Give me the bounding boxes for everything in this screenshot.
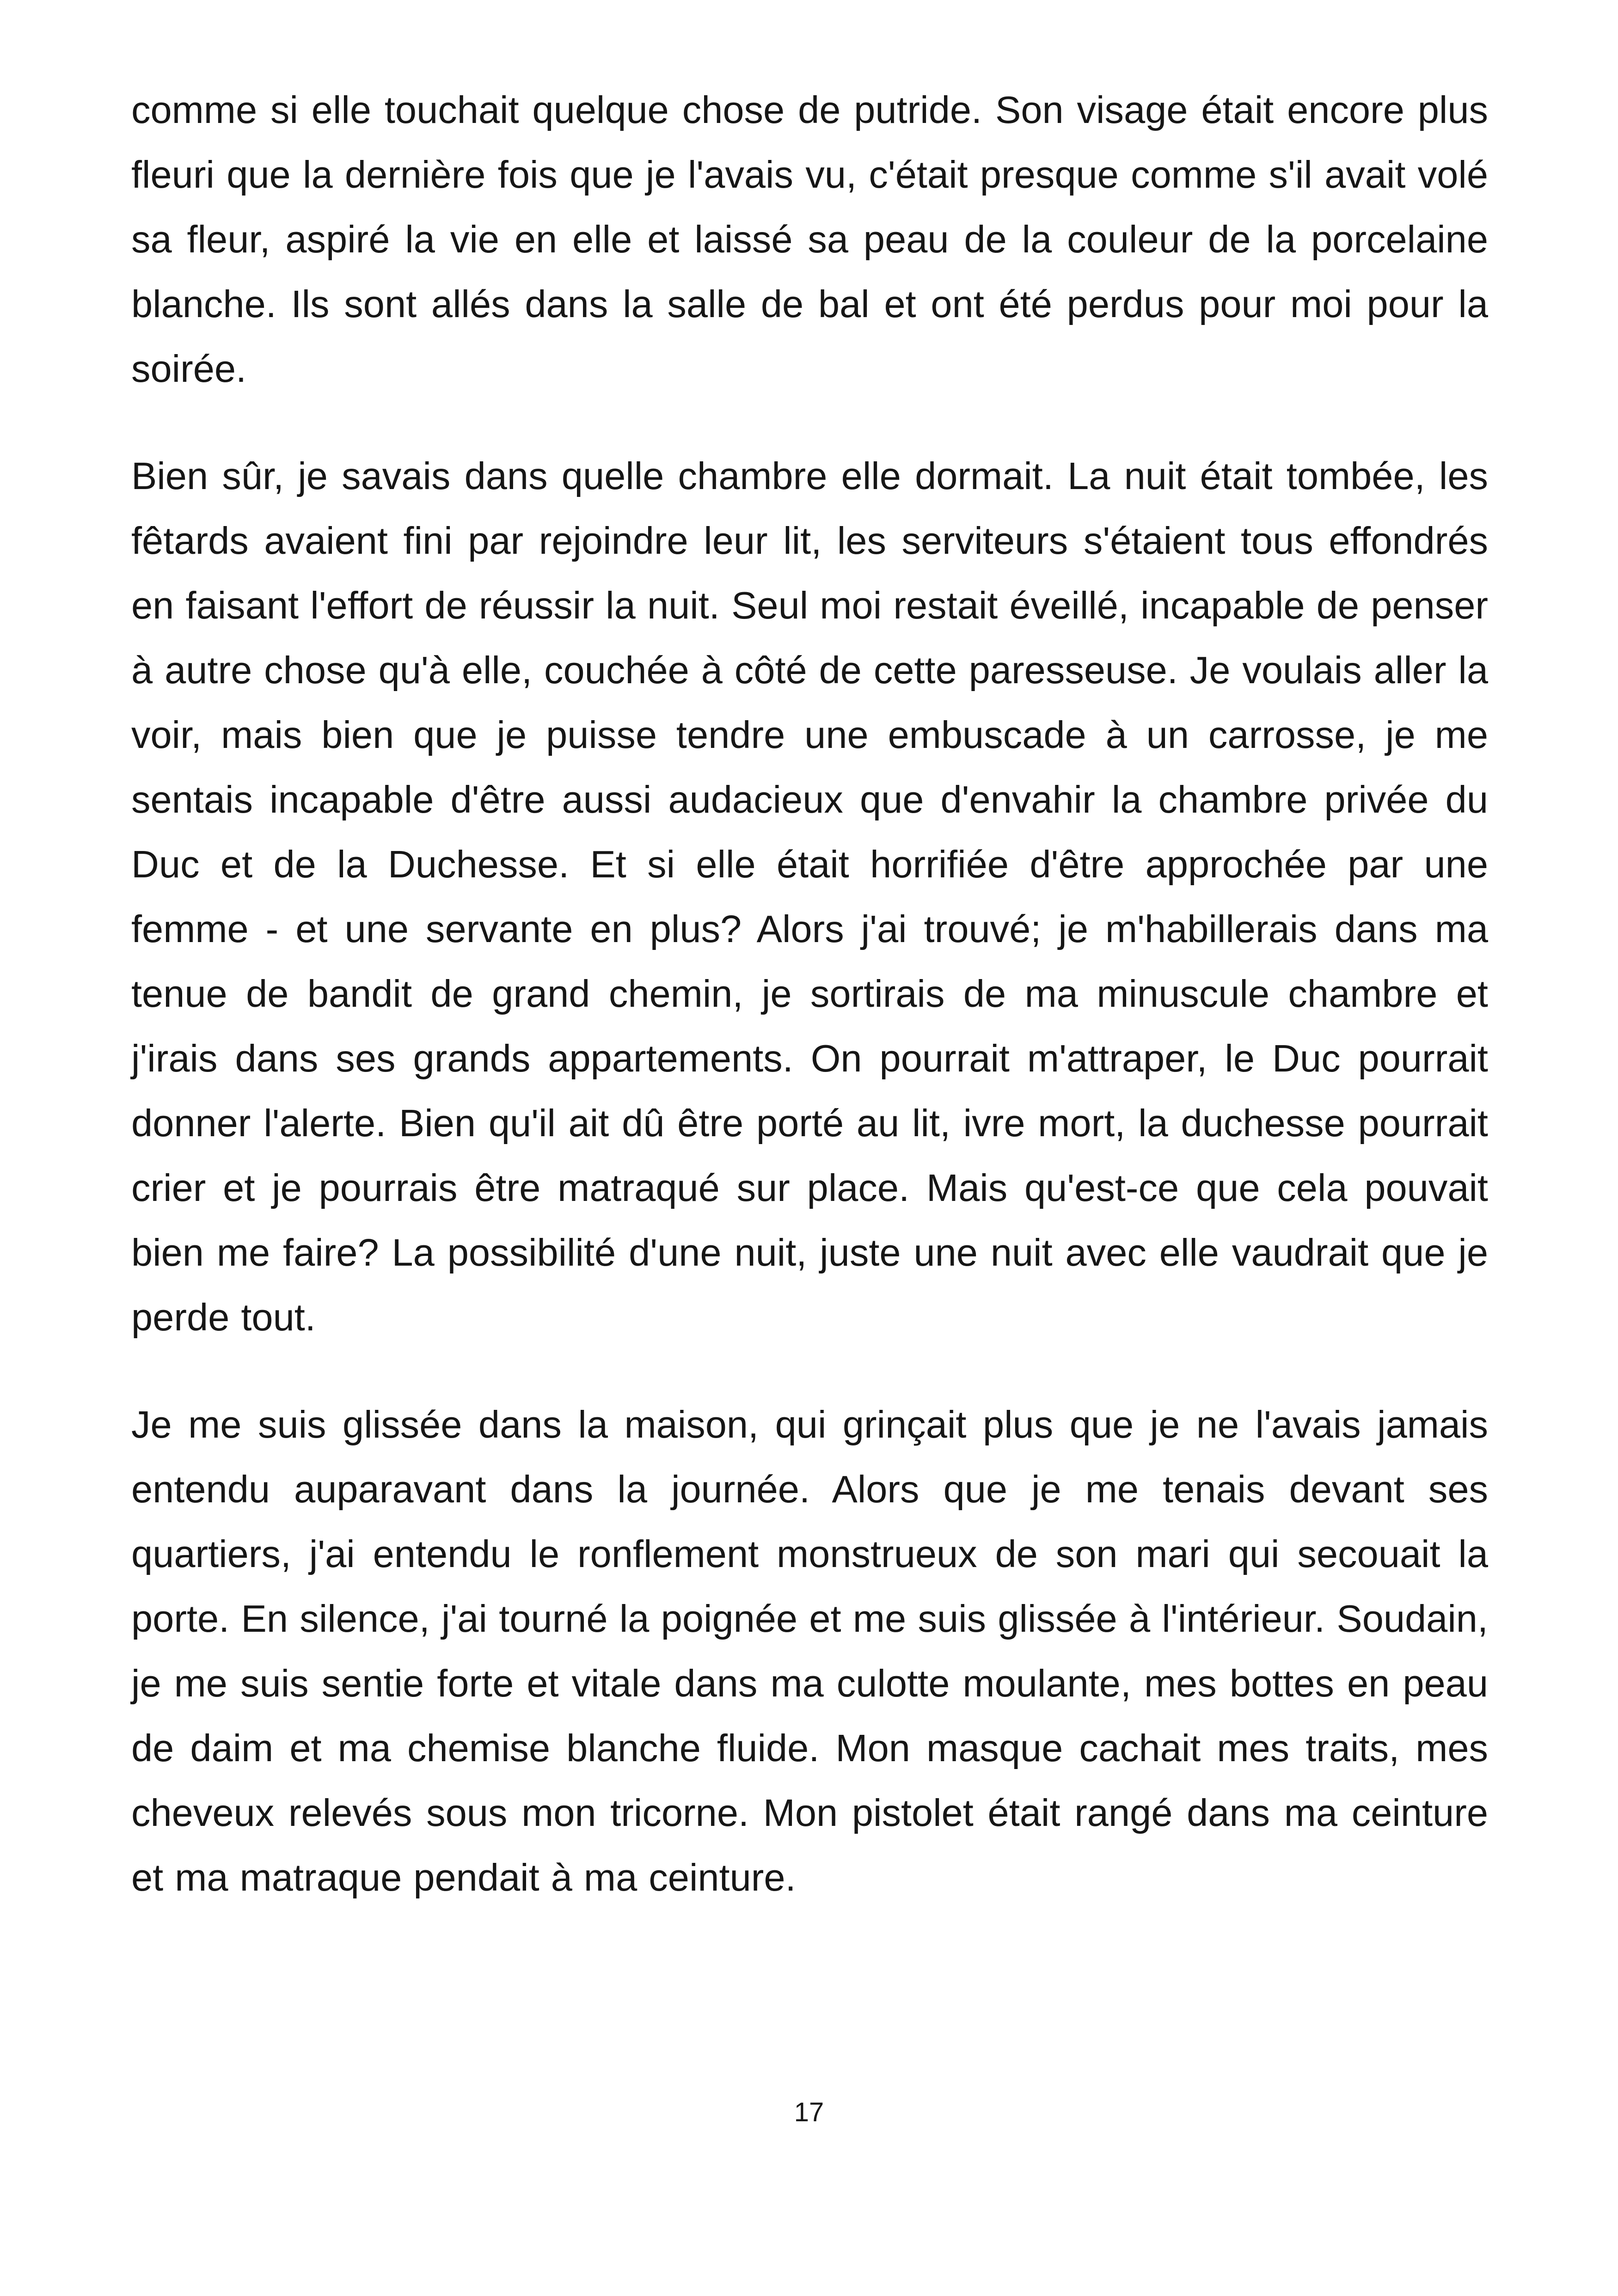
- page-number: 17: [794, 2097, 824, 2127]
- body-text: [131, 78, 1488, 1910]
- paragraph-2: Bien sûr, je savais dans quelle chambre elle dormait. La nuit était tombée, les fêtards avaient fini par rejoindre leur lit, les serviteurs s'étaient tous effondrés en faisant l'effort de réussir la nuit. Seul moi restait éveillé, incapable de penser à autre chose qu'à elle, couchée à côté de cette paresseuse. Je voulais aller la voir, mais bien que je puisse tendre une embuscade à un carrosse, je me sentais incapable d'être aussi audacieux que d'envahir la chambre privée du Duc et de la Duchesse. Et si elle était horrifiée d'être approchée par une femme - et une servante en plus? Alors j'ai trouvé; je m'habillerais dans ma tenue de bandit de grand chemin, je sortirais de ma minuscule chambre et j'irais dans ses grands appartements. On pourrait m'attraper, le Duc pourrait donner l'alerte. Bien qu'il ait dû être porté au lit, ivre mort, la duchesse pourrait crier et je pourrais être matraqué sur place. Mais qu'est-ce que cela pouvait bien me faire? La possibilité d'une nuit, juste une nuit avec elle vaudrait que je perde tout.: [131, 454, 1488, 1339]
- paragraph-1: comme si elle touchait quelque chose de putride. Son visage était encore plus fleuri que la dernière fois que je l'avais vu, c'était presque comme s'il avait volé sa fleur, aspiré la vie en elle et laissé sa peau de la couleur de la porcelaine blanche. Ils sont allés dans la salle de bal et ont été perdus pour moi pour la soirée.: [131, 88, 1488, 390]
- paragraph-3: Je me suis glissée dans la maison, qui grinçait plus que je ne l'avais jamais entendu auparavant dans la journée. Alors que je me tenais devant ses quartiers, j'ai entendu le ronflement monstrueux de son mari qui secouait la porte. En silence, j'ai tourné la poignée et me suis glissée à l'intérieur. Soudain, je me suis sentie forte et vitale dans ma culotte moulante, mes bottes en peau de daim et ma chemise blanche fluide. Mon masque cachait mes traits, mes cheveux relevés sous mon tricorne. Mon pistolet était rangé dans ma ceinture et ma matraque pendait à ma ceinture.: [131, 1403, 1488, 1899]
